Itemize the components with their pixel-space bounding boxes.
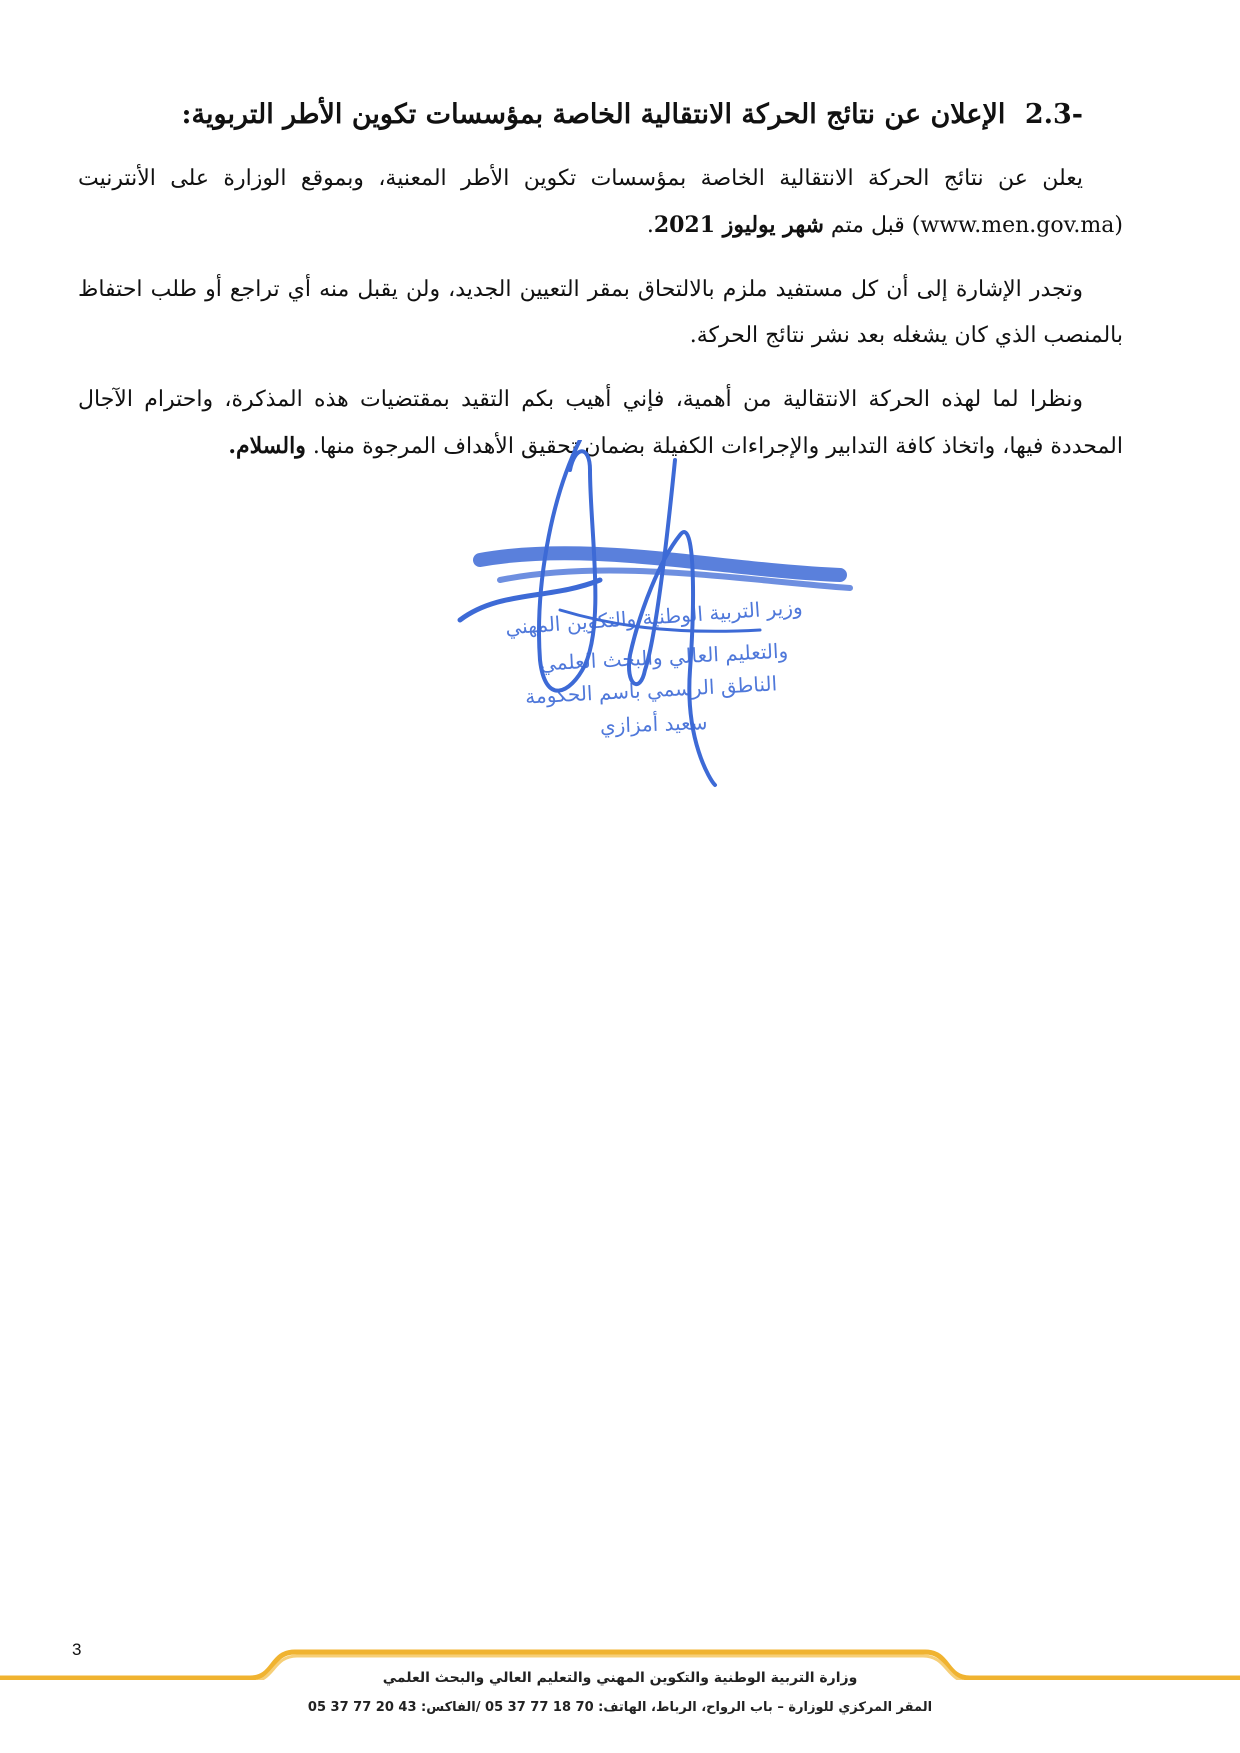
paragraph-results-announcement bbox=[78, 156, 1123, 249]
stamp-line-higher-education: والتعليم العالي والبحث العلمي bbox=[539, 638, 789, 676]
footer-ministry-name: وزارة التربية الوطنية والتكوين المهني والتعليم العالي والبحث العلمي bbox=[382, 1670, 858, 1686]
section-title: الإعلان عن نتائج الحركة الانتقالية الخاصة بمؤسسات تكوين الأطر التربوية: bbox=[181, 99, 1006, 130]
section-heading bbox=[78, 95, 1123, 136]
footer-contact-info: المقر المركزي للوزارة – باب الرواح، الرباط، الهاتف: 70 18 77 37 05 /الفاكس: 43 20 77 37 05 bbox=[307, 1700, 933, 1715]
stamp-line-spokesperson: الناطق الرسمي باسم الحكومة bbox=[524, 671, 778, 709]
section-number: 2.3- bbox=[1024, 99, 1083, 130]
document-body bbox=[78, 95, 1123, 488]
deadline-date: شهر يوليوز 2021 bbox=[653, 211, 824, 238]
closing-salutation: والسلام. bbox=[228, 432, 306, 459]
paragraph-text: . bbox=[646, 212, 654, 238]
paragraph-obligation bbox=[78, 267, 1123, 359]
paragraph-text: وتجدر الإشارة إلى أن كل مستفيد ملزم بالالتحاق بمقر التعيين الجديد، ولن يقبل منه أي تراجع أو طلب احتفاظ بالمنصب الذي كان يشغله بعد نشر نتائج الحركة. bbox=[78, 276, 1123, 348]
paragraph-text: يعلن عن نتائج الحركة الانتقالية الخاصة بمؤسسات تكوين الأطر المعنية، وبموقع الوزارة على الأنترنيت ( bbox=[78, 165, 1123, 238]
stamp-line-name: سعيد أمزازي bbox=[599, 710, 708, 738]
page-number: 3 bbox=[72, 1640, 82, 1659]
stamp-line-minister: وزير التربية الوطنية والتكوين المهني bbox=[504, 594, 804, 640]
ministry-website-link[interactable]: www.men.gov.ma bbox=[920, 212, 1115, 238]
paragraph-text: ونظرا لما لهذه الحركة الانتقالية من أهمية، فإني أهيب بكم التقيد بمقتضيات هذه المذكرة، واحترام الآجال المحددة فيها، واتخاذ كافة التدابير والإجراءات الكفيلة بضمان تحقيق الأهداف المرجوة منها. bbox=[78, 386, 1123, 459]
paragraph-text: ) قبل متم bbox=[823, 212, 921, 238]
